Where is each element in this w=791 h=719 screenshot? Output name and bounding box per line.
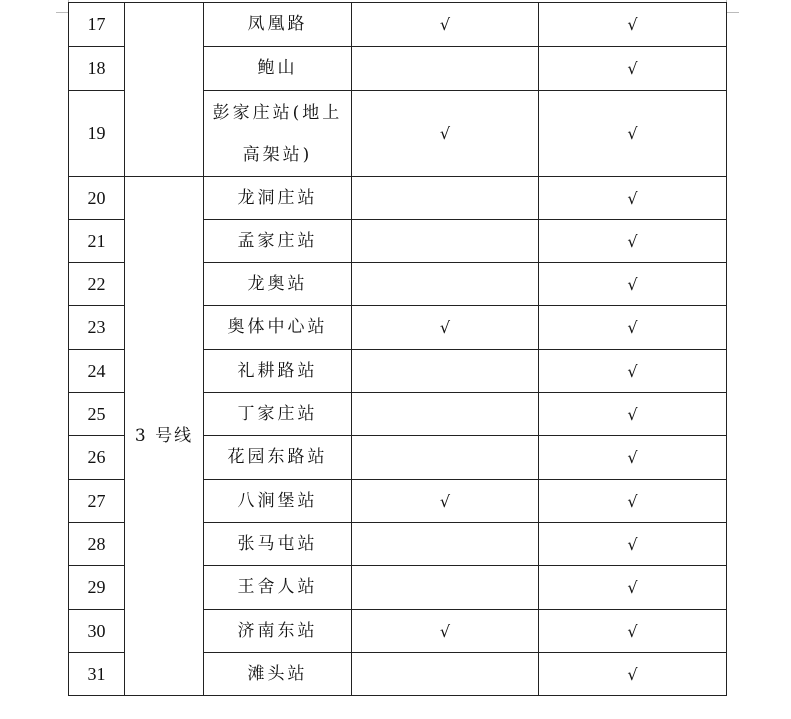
station-table (68, 2, 727, 696)
mark-column-b: √ (539, 306, 727, 350)
mark-column-b: √ (539, 480, 727, 523)
line-label: 3 号线 (125, 177, 204, 696)
row-number: 31 (69, 653, 125, 696)
row-number: 19 (69, 91, 125, 177)
mark-column-b: √ (539, 177, 727, 220)
station-name: 凤凰路 (204, 3, 352, 47)
mark-column-b: √ (539, 91, 727, 177)
mark-column-b: √ (539, 3, 727, 47)
mark-column-a: √ (352, 480, 539, 523)
mark-column-b: √ (539, 393, 727, 436)
mark-column-a (352, 177, 539, 220)
mark-column-a (352, 523, 539, 566)
row-number: 25 (69, 393, 125, 436)
mark-column-b: √ (539, 220, 727, 263)
station-name: 龙洞庄站 (204, 177, 352, 220)
mark-column-a (352, 263, 539, 306)
row-number: 28 (69, 523, 125, 566)
table-row (69, 177, 727, 220)
mark-column-b: √ (539, 610, 727, 653)
mark-column-b: √ (539, 47, 727, 91)
mark-column-a (352, 566, 539, 610)
station-name: 花园东路站 (204, 436, 352, 480)
page-corner-mark-right (726, 0, 739, 13)
mark-column-a: √ (352, 91, 539, 177)
row-number: 21 (69, 220, 125, 263)
station-name: 张马屯站 (204, 523, 352, 566)
mark-column-a: √ (352, 306, 539, 350)
mark-column-a: √ (352, 3, 539, 47)
station-name: 济南东站 (204, 610, 352, 653)
mark-column-a (352, 47, 539, 91)
mark-column-b: √ (539, 436, 727, 480)
mark-column-a (352, 393, 539, 436)
station-name-line1: 彭家庄站(地上 (212, 102, 343, 123)
table-row (69, 3, 727, 47)
mark-column-b: √ (539, 523, 727, 566)
station-name: 丁家庄站 (204, 393, 352, 436)
row-number: 23 (69, 306, 125, 350)
mark-column-b: √ (539, 263, 727, 306)
station-name: 奥体中心站 (204, 306, 352, 350)
row-number: 29 (69, 566, 125, 610)
station-name (204, 91, 352, 177)
line-cell-empty (125, 3, 204, 177)
row-number: 20 (69, 177, 125, 220)
mark-column-a (352, 653, 539, 696)
row-number: 27 (69, 480, 125, 523)
row-number: 26 (69, 436, 125, 480)
row-number: 17 (69, 3, 125, 47)
station-name: 孟家庄站 (204, 220, 352, 263)
mark-column-a (352, 220, 539, 263)
mark-column-a (352, 350, 539, 393)
station-name: 鲍山 (204, 47, 352, 91)
station-name: 龙奥站 (204, 263, 352, 306)
mark-column-b: √ (539, 566, 727, 610)
station-name: 八涧堡站 (204, 480, 352, 523)
row-number: 22 (69, 263, 125, 306)
row-number: 24 (69, 350, 125, 393)
row-number: 30 (69, 610, 125, 653)
station-name: 王舍人站 (204, 566, 352, 610)
station-name: 礼耕路站 (204, 350, 352, 393)
mark-column-a: √ (352, 610, 539, 653)
mark-column-b: √ (539, 653, 727, 696)
row-number: 18 (69, 47, 125, 91)
station-name: 滩头站 (204, 653, 352, 696)
mark-column-b: √ (539, 350, 727, 393)
station-name-line2: 高架站) (242, 144, 313, 165)
mark-column-a (352, 436, 539, 480)
